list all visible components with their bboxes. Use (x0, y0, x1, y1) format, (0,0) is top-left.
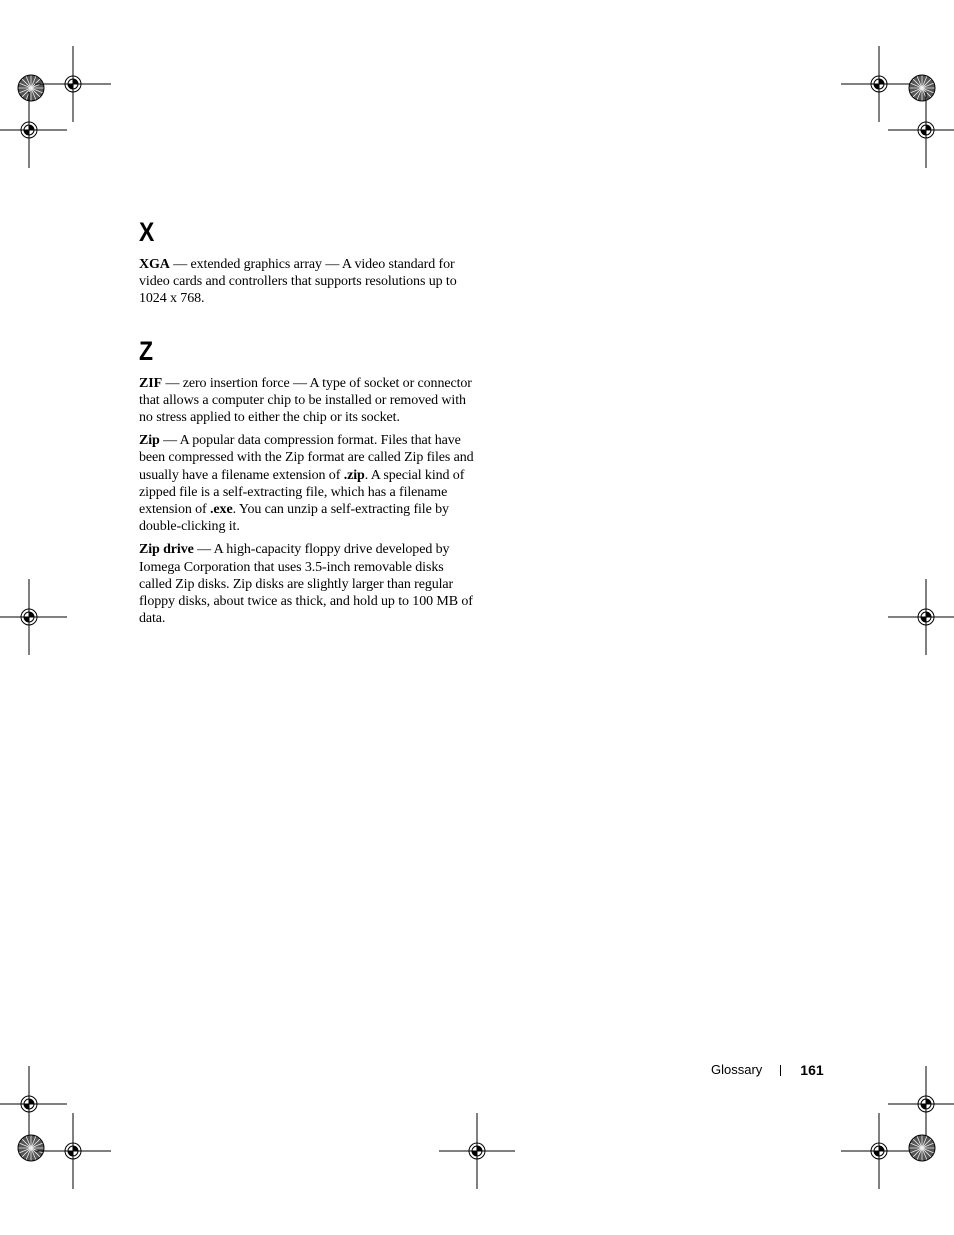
star-target-icon (909, 75, 935, 101)
definition-zif: — zero insertion force — A type of socket or connector that allows a computer chip to be installed or removed with no stress applied to either the chip or its socket. (139, 375, 472, 426)
crosshair-icon (439, 1113, 515, 1189)
zip-extension: .zip (343, 467, 365, 483)
crosshair-icon (35, 1113, 111, 1189)
term-zip: Zip (139, 433, 160, 449)
star-target-icon (909, 1135, 935, 1161)
crosshair-icon (888, 1066, 954, 1142)
section-heading-x: X (139, 217, 155, 247)
crosshair-icon (0, 1066, 67, 1142)
definition-zip-part-1: — A popular data compression format. Files that have been compressed with the Zip format are called Zip files and usually have a filename extension of (139, 433, 474, 483)
glossary-entry-zip (139, 432, 479, 535)
crosshair-icon (841, 1113, 917, 1189)
crosshair-icon (888, 92, 954, 168)
star-target-icon (18, 75, 44, 101)
definition-zip-part-3: . You can unzip a self-extracting file by double-clicking it. (139, 502, 449, 535)
glossary-entry-zip-drive (139, 541, 479, 627)
term-xga: XGA (139, 257, 170, 272)
crosshair-icon (888, 579, 954, 655)
term-zip-drive: Zip drive (139, 542, 194, 558)
glossary-entry-zif (139, 375, 479, 427)
star-target-icon (18, 1135, 44, 1161)
crosshair-icon (0, 579, 67, 655)
crosshair-icon (35, 46, 111, 122)
footer-section-name: Glossary (711, 1062, 763, 1077)
page-footer (711, 1061, 824, 1079)
definition-xga: — extended graphics array — A video standard for video cards and controllers that supports resolutions up to 1024 x 768. (139, 257, 457, 307)
glossary-entry-xga (139, 256, 479, 308)
term-zif: ZIF (139, 375, 163, 391)
page-number: 161 (800, 1062, 824, 1078)
crosshair-icon (0, 92, 67, 168)
definition-zip-drive: — A high-capacity floppy drive developed by Iomega Corporation that uses 3.5-inch removable disks called Zip disks. Zip disks are slightly larger than regular floppy disks, about twice as thick, and hold up to 100 MB of data. (139, 542, 473, 627)
section-heading-z: Z (139, 335, 154, 366)
exe-extension: .exe (210, 502, 233, 518)
crosshair-icon (841, 46, 917, 122)
glossary-content (139, 218, 479, 633)
definition-zip-part-2: . A special kind of zipped file is a self-extracting file, which has a filename extension of (139, 467, 465, 518)
footer-separator (780, 1065, 781, 1076)
